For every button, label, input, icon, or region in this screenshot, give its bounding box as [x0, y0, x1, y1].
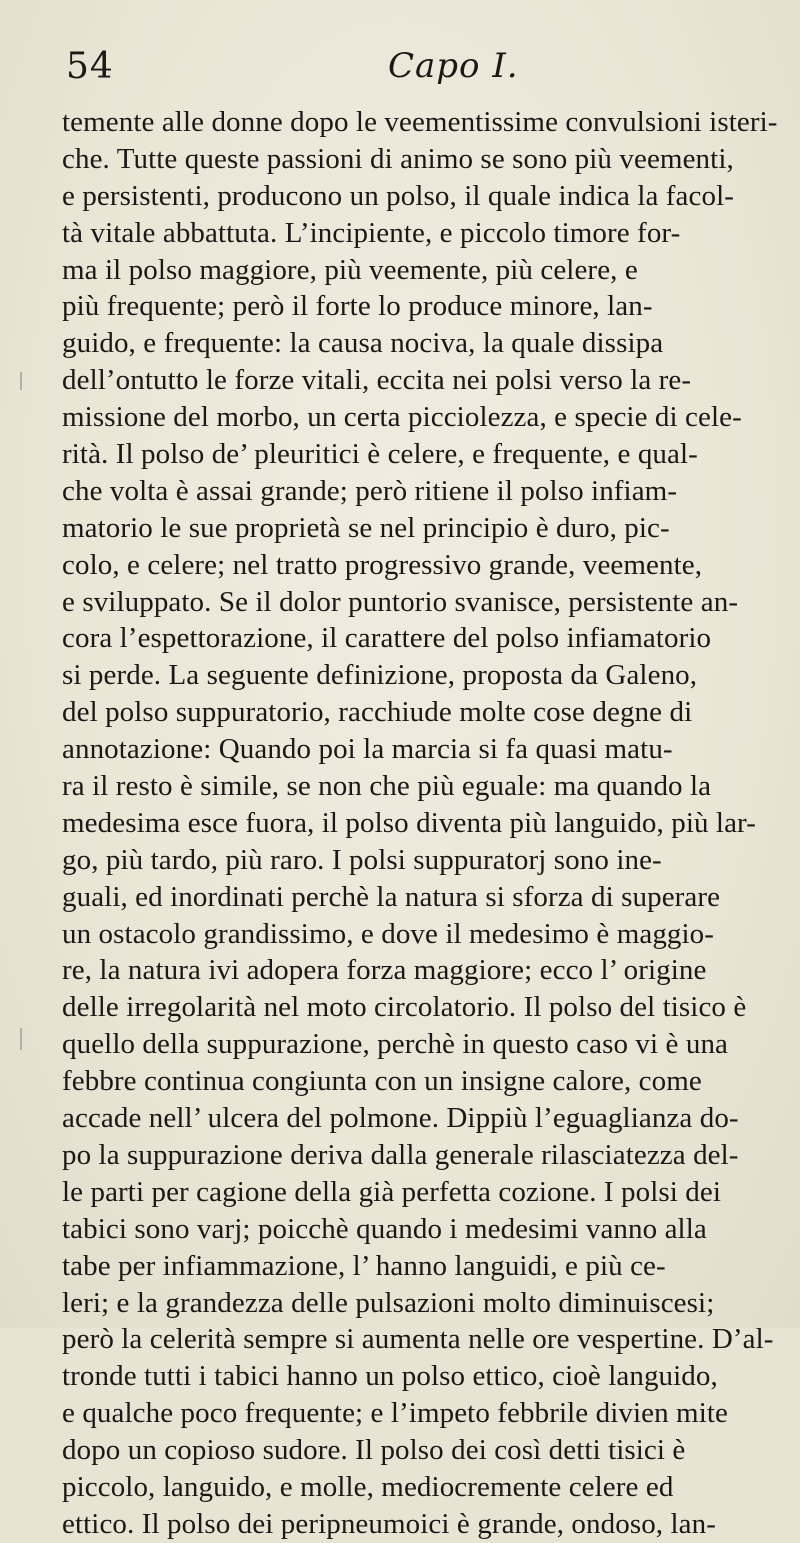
- text-line: tà vitale abbattuta. L’incipiente, e piccolo timore for-: [62, 216, 681, 249]
- text-line: annotazione: Quando poi la marcia si fa quasi matu-: [62, 733, 673, 766]
- text-line: go, più tardo, più raro. I polsi suppuratorj sono ine-: [62, 843, 662, 876]
- text-line: re, la natura ivi adopera forza maggiore; ecco l’ origine: [62, 954, 707, 987]
- text-line: guido, e frequente: la causa nociva, la quale dissipa: [62, 327, 664, 360]
- text-line: le parti per cagione della già perfetta cozione. I polsi dei: [62, 1175, 722, 1208]
- text-line: tronde tutti i tabici hanno un polso ettico, cioè languido,: [62, 1360, 718, 1393]
- text-line: missione del morbo, un certa picciolezza, e specie di cele-: [62, 401, 742, 434]
- text-line: e qualche poco frequente; e l’impeto febbrile divien mite: [62, 1397, 728, 1430]
- text-line: però la celerità sempre si aumenta nelle ore vespertine. D’al-: [62, 1323, 774, 1356]
- page-header: [66, 46, 760, 92]
- text-line: del polso suppuratorio, racchiude molte cose degne di: [62, 696, 693, 729]
- text-line: tabici sono varj; poicchè quando i medesimi vanno alla: [62, 1212, 707, 1245]
- text-line: piccolo, languido, e molle, mediocremente celere ed: [62, 1470, 674, 1503]
- text-line: po la suppurazione deriva dalla generale rilasciatezza del-: [62, 1138, 739, 1171]
- text-line: matorio le sue proprietà se nel principio è duro, pic-: [62, 511, 670, 544]
- text-line: quello della suppurazione, perchè in questo caso vi è una: [62, 1028, 729, 1061]
- text-line: e sviluppato. Se il dolor puntorio svanisce, persistente an-: [62, 585, 739, 618]
- text-line: leri; e la grandezza delle pulsazioni molto diminuiscesi;: [62, 1286, 715, 1319]
- text-line: dell’ontutto le forze vitali, eccita nei polsi verso la re-: [62, 364, 692, 397]
- text-line: febbre continua congiunta con un insigne calore, come: [62, 1065, 702, 1098]
- text-line: ra il resto è simile, se non che più eguale: ma quando la: [62, 770, 712, 803]
- text-line: ettico. Il polso dei peripneumoici è grande, ondoso, lan-: [62, 1507, 716, 1540]
- text-line: medesima esce fuora, il polso diventa più languido, più lar-: [62, 806, 756, 839]
- text-line: colo, e celere; nel tratto progressivo grande, veemente,: [62, 548, 703, 581]
- text-line: rità. Il polso de’ pleuritici è celere, e frequente, e qual-: [62, 438, 698, 471]
- running-head: Capo I.: [388, 46, 519, 86]
- text-line: si perde. La seguente definizione, proposta da Galeno,: [62, 659, 698, 692]
- text-line: accade nell’ ulcera del polmone. Dippiù l’eguaglianza do-: [62, 1102, 739, 1135]
- text-line: tabe per infiammazione, l’ hanno languidi, e più ce-: [62, 1249, 666, 1282]
- text-line: temente alle donne dopo le veementissime convulsioni isteri-: [62, 106, 778, 138]
- text-line: delle irregolarità nel moto circolatorio. Il polso del tisico è: [62, 991, 747, 1024]
- text-line: che. Tutte queste passioni di animo se sono più veementi,: [62, 142, 734, 175]
- body-text: [62, 104, 790, 1543]
- text-line: dopo un copioso sudore. Il polso dei così detti tisici è: [62, 1434, 686, 1467]
- page-number: 54: [66, 46, 114, 87]
- text-line: guali, ed inordinati perchè la natura si sforza di superare: [62, 880, 721, 913]
- text-line: un ostacolo grandissimo, e dove il medesimo è maggio-: [62, 917, 715, 950]
- text-line: e persistenti, producono un polso, il quale indica la facol-: [62, 179, 735, 212]
- text-line: più frequente; però il forte lo produce minore, lan-: [62, 290, 653, 323]
- left-margin-tick: [20, 372, 22, 390]
- text-line: ma il polso maggiore, più veemente, più celere, e: [62, 253, 638, 286]
- left-margin-tick-lower: [20, 1028, 22, 1050]
- text-line: che volta è assai grande; però ritiene il polso infiam-: [62, 474, 678, 507]
- text-line: cora l’espettorazione, il carattere del polso infiamatorio: [62, 622, 712, 655]
